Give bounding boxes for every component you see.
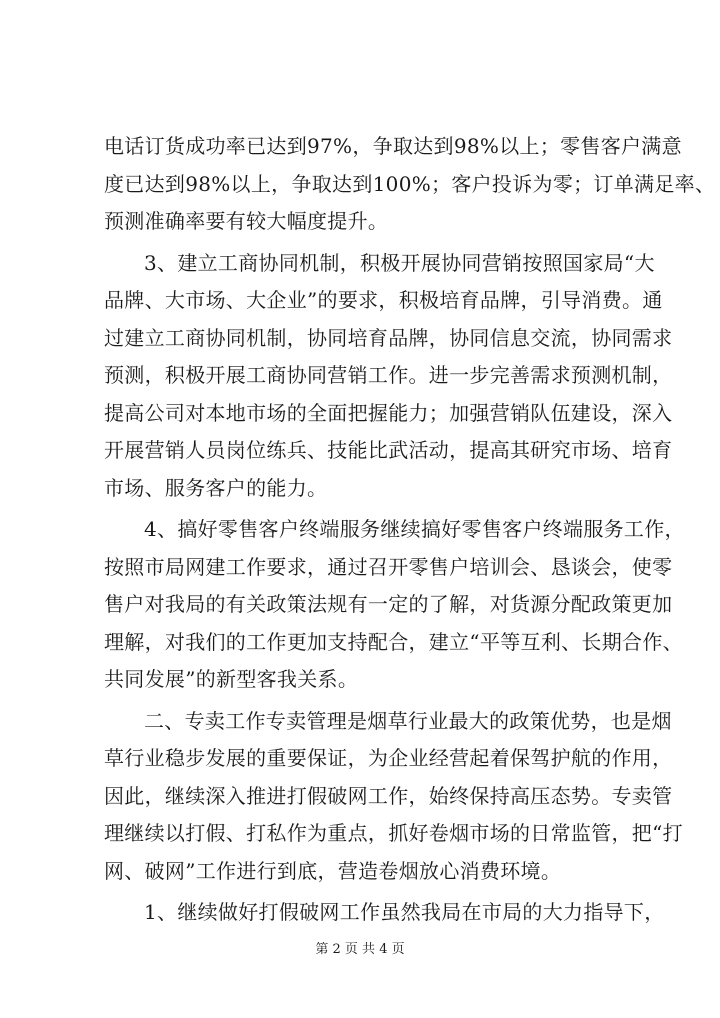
text-line: 理解，对我们的工作更加支持配合，建立“平等互利、长期合作、	[104, 629, 683, 654]
document-body	[104, 128, 716, 932]
text-line: 过建立工商协同机制，协同培育品牌，协同信息交流，协同需求	[104, 325, 673, 350]
paragraph-order-targets	[104, 128, 716, 241]
text-line: 4、搞好零售客户终端服务继续搞好零售客户终端服务工作，	[144, 517, 685, 541]
page-number-footer: 第 2 页 共 4 页	[315, 942, 405, 957]
text-line: 按照市局网建工作要求，通过召开零售户培训会、恳谈会，使零	[104, 554, 673, 579]
text-line: 3、建立工商协同机制，积极开展协同营销按照国家局“大	[144, 250, 655, 275]
text-line: 理继续以打假、打私作为重点，抓好卷烟市场的日常监管，把“打	[104, 821, 683, 845]
text-line: 度已达到98%以上，争取达到100%；客户投诉为零；订单满足率、	[104, 171, 716, 196]
text-line: 预测，积极开展工商协同营销工作。进一步完善需求预测机制，	[104, 363, 673, 387]
paragraph-monopoly-management	[104, 703, 683, 891]
text-line: 电话订货成功率已达到97%，争取达到98%以上；零售客户满意	[104, 134, 682, 158]
text-line: 1、继续做好打假破网工作虽然我局在市局的大力指导下，	[144, 900, 665, 924]
paragraph-industry-commerce-coordination	[104, 245, 673, 508]
text-line: 品牌、大市场、大企业”的要求，积极培育品牌，引导消费。通	[104, 288, 663, 312]
text-line: 售户对我局的有关政策法规有一定的了解，对货源分配政策更加	[104, 592, 673, 616]
text-line: 共同发展”的新型客我关系。	[104, 667, 359, 691]
text-line: 提高公司对本地市场的全面把握能力；加强营销队伍建设，深入	[104, 400, 673, 425]
text-line: 二、专卖工作专卖管理是烟草行业最大的政策优势，也是烟	[144, 708, 672, 733]
text-line: 市场、服务客户的能力。	[104, 475, 328, 500]
text-line: 预测准确率要有较大幅度提升。	[104, 209, 389, 233]
text-line: 网、破网”工作进行到底，营造卷烟放心消费环境。	[104, 858, 562, 883]
text-line: 开展营销人员岗位练兵、技能比武活动，提高其研究市场、培育	[104, 438, 673, 462]
text-line: 草行业稳步发展的重要保证，为企业经营起着保驾护航的作用，	[104, 746, 673, 770]
text-line: 因此，继续深入推进打假破网工作，始终保持高压态势。专卖管	[104, 783, 673, 808]
paragraph-retail-terminal-service	[104, 511, 685, 699]
paragraph-anti-counterfeit	[104, 894, 665, 932]
